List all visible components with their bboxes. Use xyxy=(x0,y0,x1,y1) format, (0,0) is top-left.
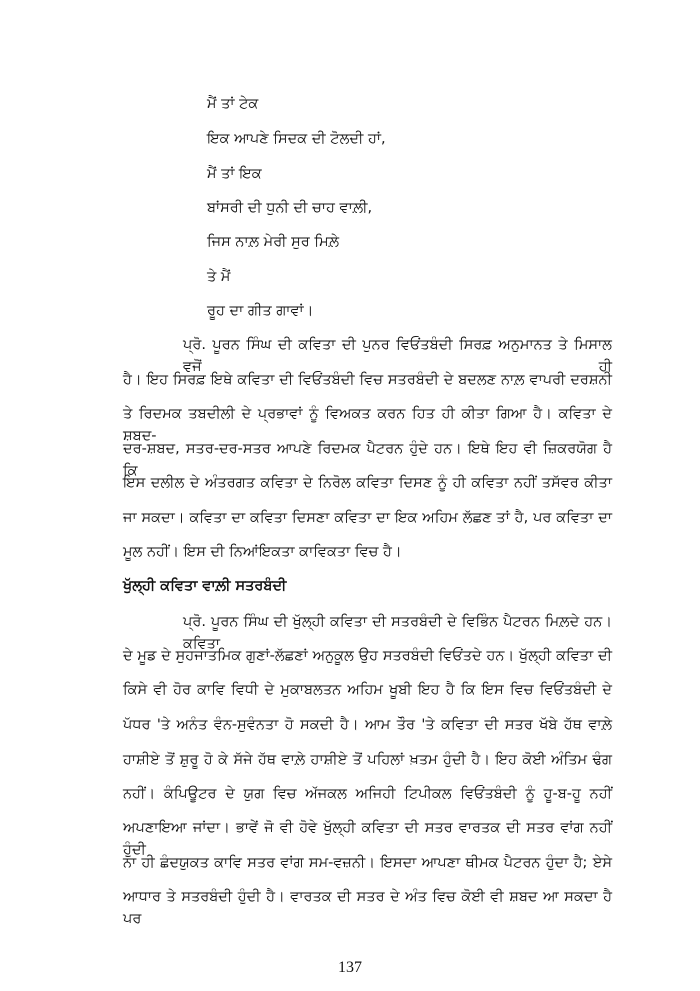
section-heading: ਖੁੱਲ੍ਹੀ ਕਵਿਤਾ ਵਾਲ਼ੀ ਸਤਰਬੰਦੀ xyxy=(123,578,287,594)
poem-line: ਮੈਂ ਤਾਂ ਟੇਕ xyxy=(207,96,259,112)
paragraph-line: ਦਰ-ਸ਼ਬਦ, ਸਤਰ-ਦਰ-ਸਤਰ ਆਪਣੇ ਰਿਦਮਕ ਪੈਟਰਨ ਹੁੰਦੇ ਹਨ। ਇਥੇ ਇਹ ਵੀ ਜ਼ਿਕਰਯੋਗ ਹੈ ਕਿ xyxy=(123,441,612,479)
paragraph-line: ਅਪਣਾਇਆ ਜਾਂਦਾ। ਭਾਵੇਂ ਜੋ ਵੀ ਹੋਵੇ ਖੁੱਲ੍ਹੀ ਕਵਿਤਾ ਦੀ ਸਤਰ ਵਾਰਤਕ ਦੀ ਸਤਰ ਵਾਂਗ ਨਹੀਂ ਹੁੰਦੀ xyxy=(123,820,612,858)
paragraph-line: ਪ੍ਰੋ. ਪੂਰਨ ਸਿੰਘ ਦੀ ਖੁੱਲ੍ਹੀ ਕਵਿਤਾ ਦੀ ਸਤਰਬੰਦੀ ਦੇ ਵਿਭਿੰਨ ਪੈਟਰਨ ਮਿਲ਼ਦੇ ਹਨ। ਕਵਿਤਾ xyxy=(183,614,612,652)
page-number: 137 xyxy=(338,959,362,976)
poem-line: ਰੂਹ ਦਾ ਗੀਤ ਗਾਵਾਂ। xyxy=(207,303,314,319)
poem-line: ਇਕ ਆਪਣੇ ਸਿਦਕ ਦੀ ਟੋਲਦੀ ਹਾਂ, xyxy=(207,131,386,147)
paragraph-line: ਦੇ ਮੂਡ ਦੇ ਸੁਹਜਾਤਮਿਕ ਗੁਣਾਂ-ਲੱਛਣਾਂ ਅਨੁਕੂਲ ਉਹ ਸਤਰਬੰਦੀ ਵਿਓਂਤਦੇ ਹਨ। ਖੁੱਲ੍ਹੀ ਕਵਿਤਾ ਦੀ xyxy=(123,648,612,664)
paragraph-line: ਪ੍ਰੋ. ਪੂਰਨ ਸਿੰਘ ਦੀ ਕਵਿਤਾ ਦੀ ਪੁਨਰ ਵਿਓਂਤਬੰਦੀ ਸਿਰਫ਼ ਅਨੁਮਾਨਤ ਤੇ ਮਿਸਾਲ ਵਜੋਂ ਹੀ xyxy=(183,337,612,375)
paragraph-line: ਹਾਸ਼ੀਏ ਤੋਂ ਸ਼ੁਰੂ ਹੋ ਕੇ ਸੱਜੇ ਹੱਥ ਵਾਲ਼ੇ ਹਾਸ਼ੀਏ ਤੋਂ ਪਹਿਲਾਂ ਖ਼ਤਮ ਹੁੰਦੀ ਹੈ। ਇਹ ਕੋਈ ਅੰਤਿਮ ਢੰਗ xyxy=(123,752,612,768)
paragraph-line: ਮੂਲ ਨਹੀਂ। ਇਸ ਦੀ ਨਿਆਂਇਕਤਾ ਕਾਵਿਕਤਾ ਵਿਚ ਹੈ। xyxy=(123,544,402,560)
poem-line: ਜਿਸ ਨਾਲ਼ ਮੇਰੀ ਸੁਰ ਮਿਲ਼ੇ xyxy=(207,234,340,250)
paragraph-line: ਨਹੀਂ। ਕੰਪਿਊਟਰ ਦੇ ਯੁਗ ਵਿਚ ਅੱਜਕਲ ਅਜਿਹੀ ਟਿਪੀਕਲ ਵਿਓਂਤਬੰਦੀ ਨੂੰ ਹੂ-ਬ-ਹੂ ਨਹੀਂ xyxy=(123,786,612,802)
paragraph-line: ਨਾ ਹੀ ਛੰਦਯੁਕਤ ਕਾਵਿ ਸਤਰ ਵਾਂਗ ਸਮ-ਵਜ਼ਨੀ। ਇਸਦਾ ਆਪਣਾ ਥੀਮਕ ਪੈਟਰਨ ਹੁੰਦਾ ਹੈ; ਏਸੇ xyxy=(123,855,612,871)
paragraph-line: ਜਾ ਸਕਦਾ। ਕਵਿਤਾ ਦਾ ਕਵਿਤਾ ਦਿਸਣਾ ਕਵਿਤਾ ਦਾ ਇਕ ਅਹਿਮ ਲੱਛਣ ਤਾਂ ਹੈ, ਪਰ ਕਵਿਤਾ ਦਾ xyxy=(123,510,612,526)
poem-line: ਬਾਂਸਰੀ ਦੀ ਧੁਨੀ ਦੀ ਚਾਹ ਵਾਲ਼ੀ, xyxy=(207,200,373,216)
poem-line: ਮੈਂ ਤਾਂ ਇਕ xyxy=(207,166,262,182)
poem-line: ਤੇ ਮੈਂ xyxy=(207,269,231,285)
paragraph-line: ਤੇ ਰਿਦਮਕ ਤਬਦੀਲੀ ਦੇ ਪ੍ਰਭਾਵਾਂ ਨੂੰ ਵਿਅਕਤ ਕਰਨ ਹਿਤ ਹੀ ਕੀਤਾ ਗਿਆ ਹੈ। ਕਵਿਤਾ ਦੇ ਸ਼ਬਦ- xyxy=(123,406,612,444)
paragraph-line: ਇਸ ਦਲੀਲ ਦੇ ਅੰਤਰਗਤ ਕਵਿਤਾ ਦੇ ਨਿਰੋਲ ਕਵਿਤਾ ਦਿਸਣ ਨੂੰ ਹੀ ਕਵਿਤਾ ਨਹੀਂ ਤਸੱਵਰ ਕੀਤਾ xyxy=(123,475,612,491)
paragraph-line: ਆਧਾਰ ਤੇ ਸਤਰਬੰਦੀ ਹੁੰਦੀ ਹੈ। ਵਾਰਤਕ ਦੀ ਸਤਰ ਦੇ ਅੰਤ ਵਿਚ ਕੋਈ ਵੀ ਸ਼ਬਦ ਆ ਸਕਦਾ ਹੈ ਪਰ xyxy=(123,889,612,927)
paragraph-line: ਹੈ। ਇਹ ਸਿਰਫ਼ ਇਥੇ ਕਵਿਤਾ ਦੀ ਵਿਓਂਤਬੰਦੀ ਵਿਚ ਸਤਰਬੰਦੀ ਦੇ ਬਦਲਣ ਨਾਲ਼ ਵਾਪਰੀ ਦਰਸ਼ਨੀ xyxy=(123,372,612,388)
paragraph-line: ਪੱਧਰ 'ਤੇ ਅਨੰਤ ਵੰਨ-ਸੁਵੰਨਤਾ ਹੋ ਸਕਦੀ ਹੈ। ਆਮ ਤੌਰ 'ਤੇ ਕਵਿਤਾ ਦੀ ਸਤਰ ਖੱਬੇ ਹੱਥ ਵਾਲ਼ੇ xyxy=(123,717,612,733)
paragraph-line: ਕਿਸੇ ਵੀ ਹੋਰ ਕਾਵਿ ਵਿਧੀ ਦੇ ਮੁਕਾਬਲਤਨ ਅਹਿਮ ਖੂਬੀ ਇਹ ਹੈ ਕਿ ਇਸ ਵਿਚ ਵਿਓਂਤਬੰਦੀ ਦੇ xyxy=(123,682,612,698)
